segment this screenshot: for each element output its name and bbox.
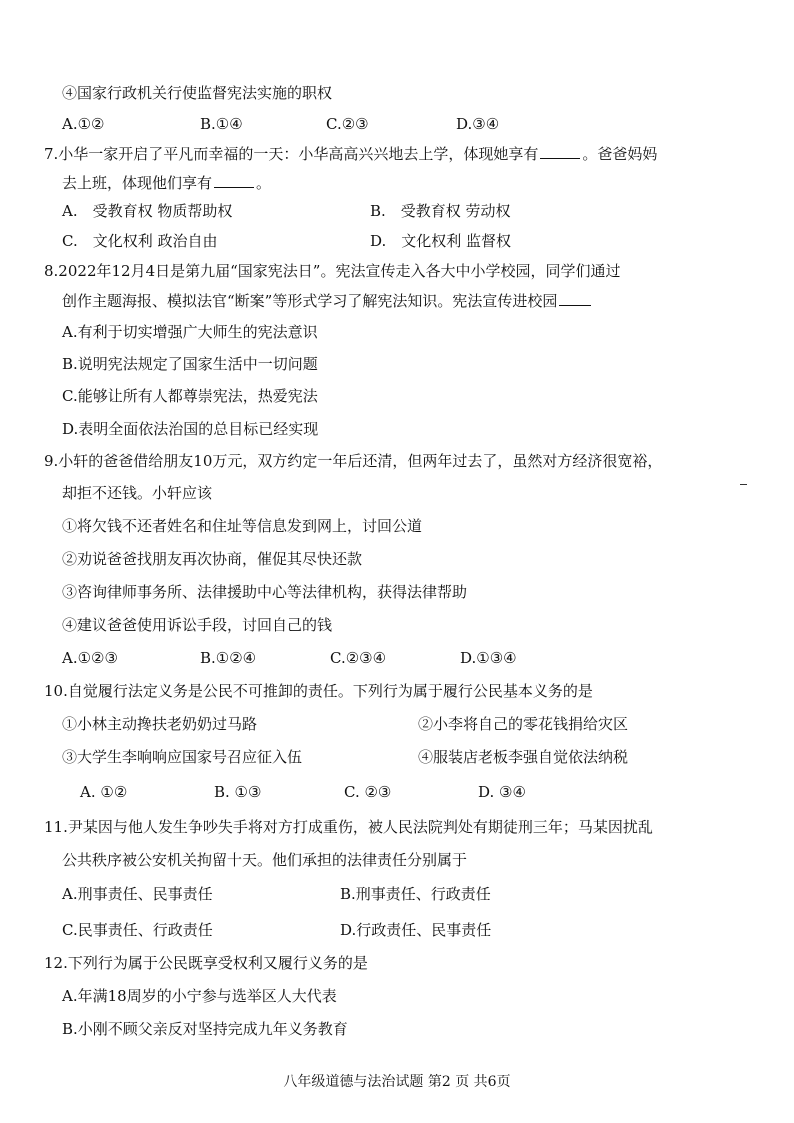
q7-stem-line-2 xyxy=(62,173,271,193)
q12-option-b: B.小刚不顾父亲反对坚持完成九年义务教育 xyxy=(62,1020,348,1038)
q11-option-d: D.行政责任、民事责任 xyxy=(340,921,492,939)
q6-option-d: D.③④ xyxy=(456,115,500,133)
q8-answer-dash xyxy=(559,295,591,306)
q7-stem-text-2: 。爸爸妈妈 xyxy=(582,145,658,163)
q7-answer-blank-1 xyxy=(540,144,580,159)
q10-option-d: D. ③④ xyxy=(478,783,526,801)
q7-stem-text-1: 7.小华一家开启了平凡而幸福的一天：小华高高兴兴地去上学，体现她享有 xyxy=(44,145,539,163)
q7-answer-blank-2 xyxy=(214,173,254,188)
q8-option-d: D.表明全面依法治国的总目标已经实现 xyxy=(62,420,319,438)
margin-mark xyxy=(740,484,747,485)
q10-statement-4: ④服装店老板李强自觉依法纳税 xyxy=(418,748,629,766)
q6-option-a: A.①② xyxy=(62,115,105,133)
q11-stem-line-2: 公共秩序被公安机关拘留十天。他们承担的法律责任分别属于 xyxy=(62,851,468,869)
q12-stem: 12.下列行为属于公民既享受权利又履行义务的是 xyxy=(44,954,368,972)
q9-stem-line-1: 9.小轩的爸爸借给朋友10万元，双方约定一年后还清，但两年过去了，虽然对方经济很宽裕， xyxy=(44,452,663,470)
q10-option-c: C. ②③ xyxy=(344,783,392,801)
q11-option-a: A.刑事责任、民事责任 xyxy=(62,885,213,903)
page-footer: 八年级道德与法治试题 第2 页 共6页 xyxy=(283,1074,511,1090)
q8-option-a: A.有利于切实增强广大师生的宪法意识 xyxy=(62,323,318,341)
q9-option-c: C.②③④ xyxy=(330,649,387,667)
q7-stem-text-3: 去上班，体现他们享有 xyxy=(62,174,213,192)
q11-option-b: B.刑事责任、行政责任 xyxy=(340,885,491,903)
q9-stem-line-2: 却拒不还钱。小轩应该 xyxy=(62,484,213,502)
q10-statement-2: ②小李将自己的零花钱捐给灾区 xyxy=(418,715,629,733)
q12-option-a: A.年满18周岁的小宁参与选举区人大代表 xyxy=(62,987,337,1005)
q10-option-a: A. ①② xyxy=(80,783,128,801)
q7-option-a: A. 受教育权 物质帮助权 xyxy=(62,202,233,220)
q7-option-b: B. 受教育权 劳动权 xyxy=(370,202,511,220)
q7-option-c: C. 文化权利 政治自由 xyxy=(62,232,218,250)
q7-stem-text-4: 。 xyxy=(256,174,272,192)
q9-statement-1: ①将欠钱不还者姓名和住址等信息发到网上，讨回公道 xyxy=(62,517,423,535)
q10-option-b: B. ①③ xyxy=(214,783,262,801)
q6-option-b: B.①④ xyxy=(200,115,243,133)
q8-option-b: B.说明宪法规定了国家生活中一切问题 xyxy=(62,355,318,373)
q7-option-d: D. 文化权利 监督权 xyxy=(370,232,512,250)
q10-stem: 10.自觉履行法定义务是公民不可推卸的责任。下列行为属于履行公民基本义务的是 xyxy=(44,682,593,700)
q6-option-c: C.②③ xyxy=(326,115,369,133)
q9-statement-2: ②劝说爸爸找朋友再次协商，催促其尽快还款 xyxy=(62,550,363,568)
q10-statement-1: ①小林主动搀扶老奶奶过马路 xyxy=(62,715,258,733)
q11-stem-line-1: 11.尹某因与他人发生争吵失手将对方打成重伤，被人民法院判处有期徒刑三年；马某因扰乱 xyxy=(44,818,653,836)
q9-option-d: D.①③④ xyxy=(460,649,517,667)
q7-stem-line-1 xyxy=(44,144,657,164)
q8-stem-text: 创作主题海报、模拟法官“断案”等形式学习了解宪法知识。宪法宣传进校园 xyxy=(62,292,558,310)
q9-option-a: A.①②③ xyxy=(62,649,118,667)
q8-option-c: C.能够让所有人都尊崇宪法，热爱宪法 xyxy=(62,387,318,405)
q8-stem-line-1: 8.2022年12月4日是第九届“国家宪法日”。宪法宣传走入各大中小学校园，同学们通过 xyxy=(44,262,621,280)
q9-statement-3: ③咨询律师事务所、法律援助中心等法律机构，获得法律帮助 xyxy=(62,583,468,601)
q6-statement-4: ④国家行政机关行使监督宪法实施的职权 xyxy=(62,84,333,102)
q10-statement-3: ③大学生李响响应国家号召应征入伍 xyxy=(62,748,303,766)
q8-stem-line-2 xyxy=(62,291,591,311)
q9-option-b: B.①②④ xyxy=(200,649,257,667)
q9-statement-4: ④建议爸爸使用诉讼手段，讨回自己的钱 xyxy=(62,616,333,634)
q11-option-c: C.民事责任、行政责任 xyxy=(62,921,213,939)
